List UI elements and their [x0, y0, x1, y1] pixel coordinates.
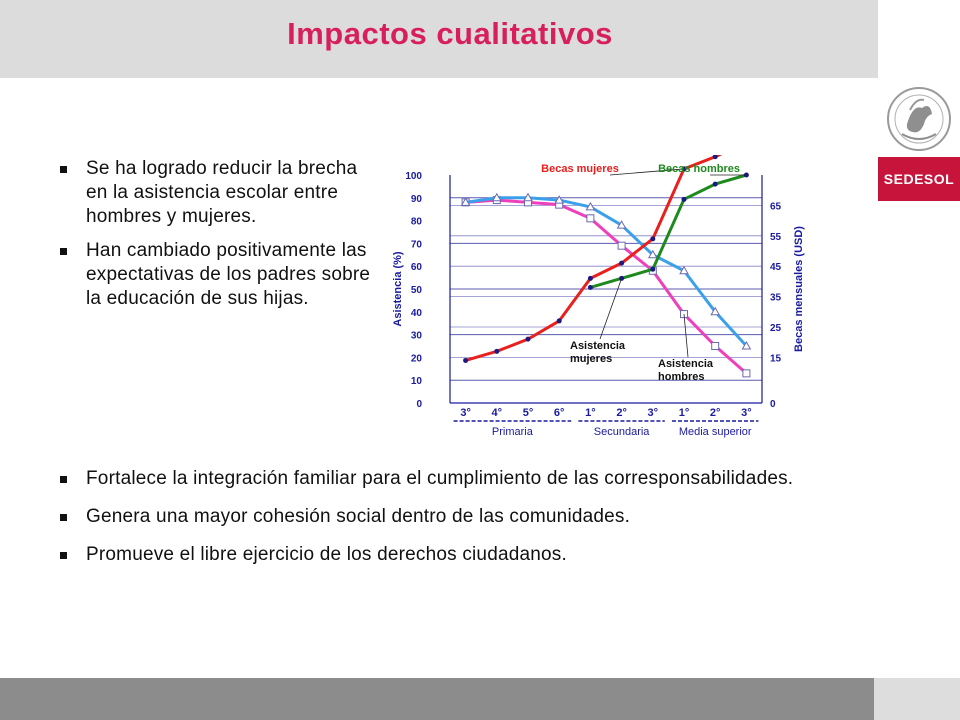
data-point	[743, 370, 750, 377]
bullet-square-icon	[60, 476, 67, 483]
x-tick-label: 1°	[678, 407, 690, 419]
group-label: Secundaria	[593, 426, 650, 438]
bullet-square-icon	[60, 514, 67, 521]
annotation-label: Asistencia mujeres	[570, 340, 626, 365]
y-tick-label-right: 65	[770, 201, 782, 213]
group-label: Primaria	[491, 426, 533, 438]
data-point	[618, 242, 625, 249]
data-point	[557, 318, 562, 323]
y-tick-label-left: 50	[410, 285, 422, 296]
footer-bar	[0, 678, 874, 720]
page-title: Impactos cualitativos	[287, 16, 613, 51]
y-tick-label-left: 70	[410, 239, 422, 251]
bullet-item	[55, 467, 815, 491]
bullet-text: Han cambiado positivamente las expectativas de los padres sobre la educación de sus hijas.	[86, 240, 371, 309]
attendance-scholarship-chart	[380, 155, 810, 445]
data-point	[587, 215, 594, 222]
y-tick-label-left: 60	[410, 262, 422, 274]
annotation-leader	[684, 314, 688, 357]
y-tick-label-left: 10	[410, 376, 422, 388]
data-point	[650, 236, 655, 241]
bullet-text: Promueve el libre ejercicio de los derechos ciudadanos.	[86, 544, 567, 565]
bullet-square-icon	[60, 248, 67, 255]
national-seal-logo	[880, 84, 958, 154]
data-point	[619, 276, 624, 281]
x-tick-label: 3°	[647, 407, 659, 419]
x-tick-label: 4°	[491, 407, 503, 419]
annotation-label: Asistencia hombres	[658, 358, 714, 383]
data-point	[713, 182, 718, 187]
data-point	[526, 337, 531, 342]
y-axis-title-left: Asistencia (%)	[392, 251, 404, 327]
bullet-square-icon	[60, 552, 67, 559]
y-tick-label-right: 55	[770, 231, 782, 243]
y-tick-label-right: 15	[770, 353, 782, 365]
group-label: Media superior	[678, 426, 752, 438]
annotation-leader	[600, 278, 622, 339]
y-tick-label-right: 0	[770, 399, 776, 410]
data-point	[682, 197, 687, 202]
sedesol-logo: SEDESOL	[878, 157, 960, 201]
y-tick-label-left: 20	[410, 353, 422, 365]
y-tick-label-left: 100	[405, 171, 422, 182]
y-tick-label-right: 25	[770, 323, 782, 334]
bullet-item	[55, 157, 375, 229]
y-tick-label-left: 30	[410, 330, 422, 342]
data-point	[619, 261, 624, 266]
top-bullet-list	[55, 157, 375, 321]
annotation-label: Becas mujeres	[541, 163, 619, 175]
data-point	[712, 343, 719, 350]
y-tick-label-left: 0	[416, 399, 422, 410]
x-tick-label: 6°	[553, 407, 565, 419]
data-point	[588, 276, 593, 281]
x-tick-label: 2°	[709, 407, 721, 419]
x-tick-label: 3°	[741, 407, 752, 419]
series-line	[590, 175, 746, 287]
x-tick-label: 3°	[460, 407, 471, 419]
bullet-item	[55, 239, 375, 311]
bullet-item	[55, 505, 815, 529]
x-tick-label: 1°	[585, 407, 596, 419]
bullet-text: Fortalece la integración familiar para el cumplimiento de las corresponsabilidades.	[86, 468, 794, 489]
data-point	[463, 358, 468, 363]
y-tick-label-right: 45	[770, 262, 782, 274]
annotation-label: Becas hombres	[658, 163, 740, 175]
data-point	[650, 267, 655, 272]
data-point	[494, 349, 499, 354]
bullet-square-icon	[60, 166, 67, 173]
bottom-bullet-list	[55, 467, 815, 581]
y-tick-label-left: 80	[410, 216, 422, 228]
x-tick-label: 2°	[616, 407, 627, 419]
footer-corner	[874, 678, 960, 720]
bullet-item	[55, 543, 815, 567]
y-axis-title-right: Becas mensuales (USD)	[793, 226, 805, 352]
y-tick-label-left: 40	[410, 307, 422, 319]
bullet-text: Genera una mayor cohesión social dentro de las comunidades.	[86, 506, 631, 527]
x-tick-label: 5°	[522, 407, 534, 419]
y-tick-label-right: 35	[770, 292, 782, 304]
y-tick-label-left: 90	[410, 193, 422, 205]
series-line	[466, 155, 747, 360]
bullet-text: Se ha logrado reducir la brecha en la asistencia escolar entre hombres y mujeres.	[86, 158, 358, 227]
data-point	[588, 285, 593, 290]
